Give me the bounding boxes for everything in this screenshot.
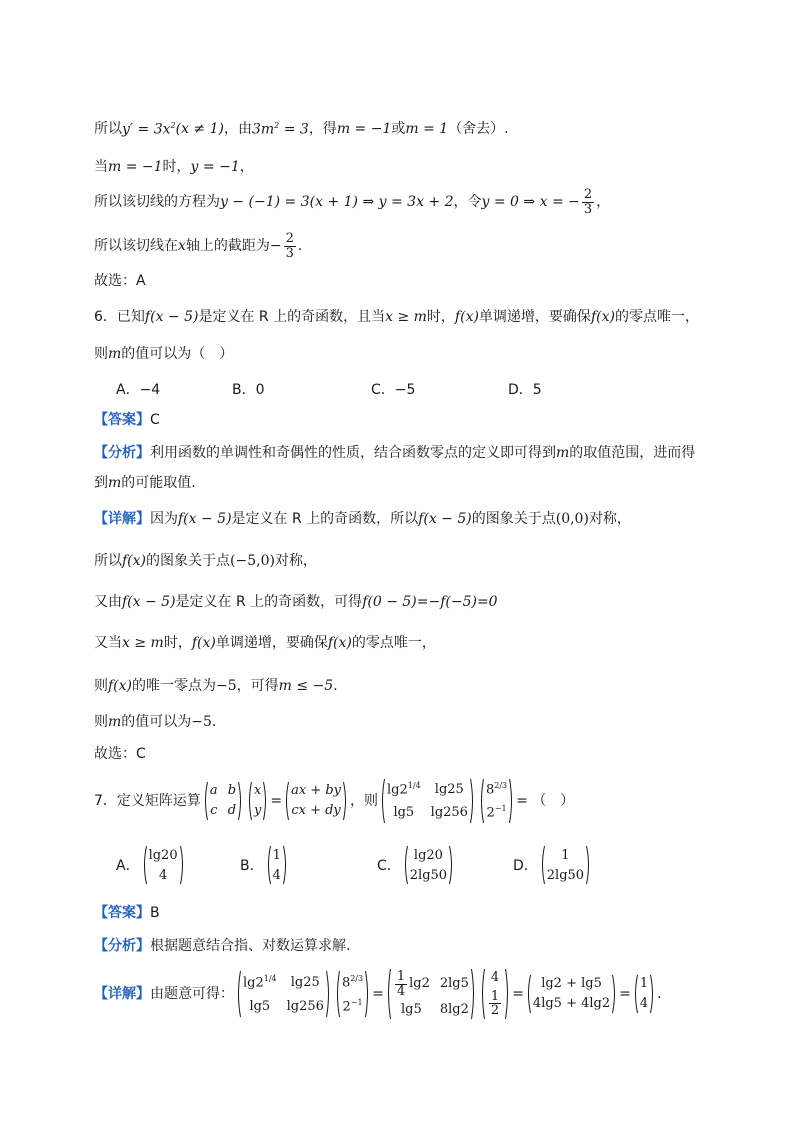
text: ， <box>239 159 254 175</box>
math-var: x <box>178 237 186 254</box>
text: 当 <box>94 159 108 175</box>
vector-final: 1 4 <box>633 974 655 1014</box>
math-sign: − <box>269 237 282 254</box>
solution-line-3 <box>94 188 754 216</box>
text: 则 <box>94 714 108 730</box>
text: ，可得 <box>236 678 279 694</box>
text: （舍去）. <box>448 121 509 138</box>
right-paren <box>509 778 514 824</box>
option-b[interactable]: B．0 <box>232 382 265 398</box>
text: 或 <box>391 121 406 138</box>
vector-sum: lg2 + lg5 4lg5 + 4lg2 <box>526 974 617 1014</box>
math-m-value: m = 1 <box>405 121 449 138</box>
math-var: m <box>108 346 122 362</box>
matrix-simplified: $\frac{1}{4}$ lg2 2lg5 lg5 8lg2 <box>386 968 476 1020</box>
text: 的可能取值. <box>121 475 196 491</box>
option-c[interactable]: C． lg20 2lg50 <box>377 845 513 885</box>
detail-7 <box>94 968 754 1020</box>
math-function: f(x − 5) <box>418 511 472 527</box>
solution-line-4 <box>94 232 754 260</box>
text: ，由 <box>223 121 252 138</box>
detail-6-line-4 <box>94 635 754 652</box>
text: 对称， <box>274 553 317 569</box>
math-function: f(x − 5) <box>178 511 232 527</box>
text: 时， <box>426 309 455 325</box>
text: 对称， <box>588 511 631 527</box>
question-7-line-1 <box>94 778 754 824</box>
text: 轴上的截距为 <box>185 237 270 254</box>
answer-value: B <box>150 905 160 921</box>
right-paren <box>470 778 475 824</box>
question-6-options <box>116 379 754 399</box>
math-tangent-equation: y − (−1) = 3(x + 1) ⇒ y = 3x + 2 <box>220 193 454 210</box>
text: 所以 <box>94 553 122 569</box>
math-m-value: m = −1 <box>108 159 163 175</box>
matrix-log: $\lg 2^{1/4}$ lg25 lg5 lg256 <box>236 970 331 1018</box>
text: 所以该切线在 <box>94 237 178 254</box>
option-a[interactable]: A．−4 <box>116 382 161 398</box>
text: 所以 <box>94 121 122 138</box>
text: 时， <box>162 159 191 175</box>
math-condition: (x ≠ 1) <box>175 121 224 138</box>
detail-6-line-5 <box>94 678 754 695</box>
text: 则 <box>94 678 108 694</box>
text: 单调递增，要确保 <box>478 309 591 325</box>
text: 的零点唯一， <box>351 635 436 651</box>
text: 的唯一零点为 <box>132 678 217 694</box>
vector-xy: x y <box>247 781 268 821</box>
vector-powers: $8^{2/3}$ $2^{-1}$ <box>335 970 370 1018</box>
text: 是定义在 R 上的奇函数，且当 <box>198 309 386 325</box>
question-7-options <box>116 845 754 885</box>
answer-7 <box>94 905 754 922</box>
fraction: $\frac{2}{3}$ <box>285 231 294 261</box>
math-var: m <box>108 714 122 730</box>
equals-sign: = <box>372 985 384 1002</box>
math-expr: y = 0 ⇒ x = − <box>481 193 580 210</box>
text: 是定义在 R 上的奇函数，所以 <box>231 511 419 527</box>
math-derivative: $y' = 3x^2$ <box>122 121 176 138</box>
detail-6-line-6 <box>94 714 754 731</box>
math-value: −5 <box>191 714 212 730</box>
text: = （ ） <box>516 792 575 809</box>
text: 故选：C <box>94 746 146 762</box>
math-expr: $3m^2 = 3$ <box>251 121 309 138</box>
option-d[interactable]: D．5 <box>508 382 542 398</box>
text: ，令 <box>453 193 482 210</box>
detail-6-line-1 <box>94 511 754 528</box>
text: ， <box>596 193 611 210</box>
text: 由题意可得： <box>150 985 234 1002</box>
text: 根据题意结合指、对数运算求解. <box>150 938 351 954</box>
vector-result: ax + by cx + dy <box>284 781 348 821</box>
text: 利用函数的单调性和奇偶性的性质，结合函数零点的定义即可得到 <box>150 445 556 461</box>
text: . <box>333 678 338 694</box>
math-point: (0,0) <box>555 511 589 527</box>
detail-6-line-7 <box>94 746 754 763</box>
text: 又由 <box>94 594 122 610</box>
option-a[interactable]: A． lg20 4 <box>116 845 240 885</box>
matrix-abcd: a b c d <box>203 781 243 821</box>
equals-sign: = <box>512 985 524 1002</box>
detail-tag: 【详解】 <box>94 985 150 1002</box>
math-function: f(x) <box>590 309 615 325</box>
math-function: f(x − 5) <box>144 309 199 325</box>
right-paren <box>263 781 268 821</box>
math-function: f(x) <box>108 678 133 694</box>
option-b[interactable]: B． 1 4 <box>240 845 377 885</box>
question-number: 6．已知 <box>94 309 145 325</box>
text: . <box>657 985 662 1002</box>
text: 是定义在 R 上的奇函数，可得 <box>175 594 363 610</box>
analysis-7 <box>94 938 754 955</box>
equals-sign: = <box>619 985 631 1002</box>
analysis-6-line-1 <box>94 445 754 462</box>
math-function: f(x) <box>191 635 216 651</box>
answer-value: C <box>150 412 160 428</box>
question-6-line-2 <box>94 346 754 363</box>
math-function: f(x) <box>454 309 479 325</box>
math-condition: x ≥ m <box>385 309 427 325</box>
right-paren <box>343 781 348 821</box>
math-var: m <box>556 445 570 461</box>
math-m-value: m = −1 <box>336 121 392 138</box>
solution-line-1 <box>94 121 754 138</box>
text: . <box>211 714 217 730</box>
equals-sign: = <box>270 792 283 809</box>
question-6-line-1 <box>94 309 754 326</box>
vector-values: 4 $\frac{1}{2}$ <box>480 968 510 1020</box>
text: ，则 <box>350 792 379 809</box>
option-c[interactable]: C．−5 <box>371 382 416 398</box>
question-number: 7．定义矩阵运算 <box>94 792 201 809</box>
math-var: m <box>108 475 122 491</box>
matrix-log: $\lg 2^{1/4}$ lg25 lg5 lg256 <box>380 778 475 824</box>
text: 单调递增，要确保 <box>215 635 328 651</box>
answer-tag: 【答案】 <box>94 905 150 921</box>
text: 故选：A <box>94 273 146 289</box>
detail-tag: 【详解】 <box>94 511 150 527</box>
math-function: f(x) <box>327 635 352 651</box>
answer-choice-line <box>94 273 754 290</box>
text: 时， <box>163 635 192 651</box>
analysis-6-line-2 <box>94 475 754 492</box>
detail-6-line-3 <box>94 594 754 611</box>
text: 则 <box>94 346 108 362</box>
fraction: $\frac{2}{3}$ <box>583 187 593 217</box>
text: 又当 <box>94 635 122 651</box>
text: 的值可以为（ ） <box>121 346 234 362</box>
math-condition: x ≥ m <box>122 635 164 651</box>
text: 到 <box>94 475 108 491</box>
answer-tag: 【答案】 <box>94 412 150 428</box>
text: 的取值范围，进而得 <box>569 445 696 461</box>
right-paren <box>238 781 243 821</box>
solution-line-2 <box>94 159 754 176</box>
text: 因为 <box>150 511 178 527</box>
text: 的图象关于点 <box>471 511 556 527</box>
text: . <box>297 237 303 254</box>
math-condition: m ≤ −5 <box>278 678 334 694</box>
math-expr: f(0 − 5)=−f(−5)=0 <box>362 594 498 610</box>
text: 的图象关于点 <box>146 553 231 569</box>
text: 的值可以为 <box>121 714 192 730</box>
math-function: f(x − 5) <box>122 594 176 610</box>
vector-powers: $8^{2/3}$ $2^{-1}$ <box>479 778 514 824</box>
text: 的零点唯一， <box>614 309 699 325</box>
text: ，得 <box>308 121 337 138</box>
detail-6-line-2 <box>94 553 754 570</box>
math-value: −5 <box>216 678 237 694</box>
math-y-value: y = −1 <box>190 159 240 175</box>
analysis-tag: 【分析】 <box>94 445 150 461</box>
text: 所以该切线的方程为 <box>94 193 220 210</box>
math-function: f(x) <box>122 553 147 569</box>
option-d[interactable]: D． 1 2lg50 <box>513 845 593 885</box>
answer-6 <box>94 412 754 429</box>
math-point: (−5,0) <box>230 553 275 569</box>
analysis-tag: 【分析】 <box>94 938 150 954</box>
